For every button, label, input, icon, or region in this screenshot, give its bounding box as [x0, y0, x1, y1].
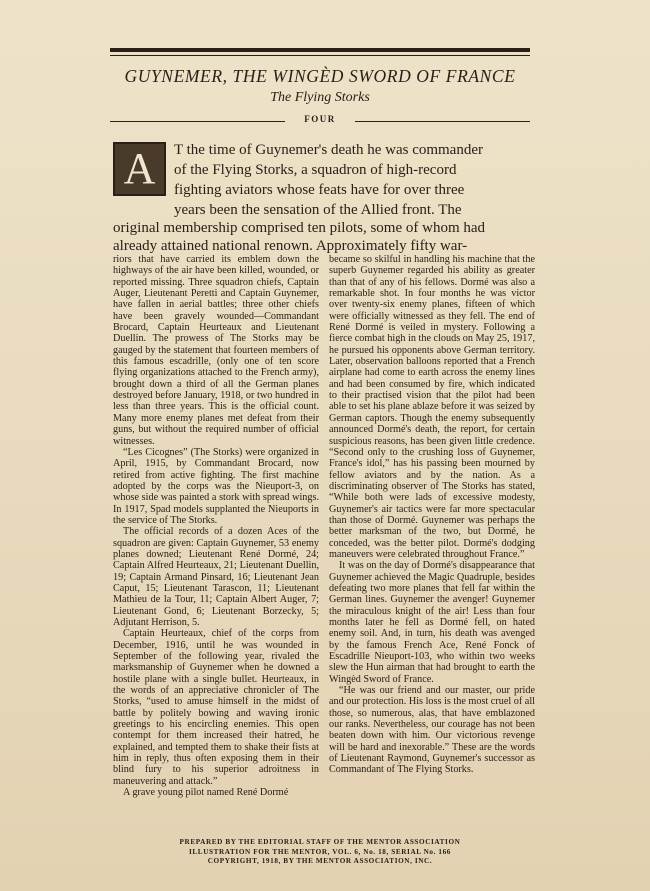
footer-line: PREPARED BY THE EDITORIAL STAFF OF THE MENTOR ASSOCIATION: [179, 838, 461, 846]
intro-line: already attained national renown. Approximately fifty war-: [113, 238, 468, 254]
paragraph: became so skilful in handling his machine that the superb Guynemer regarded his ability as greater than that of any of his fellows. Dormé was also a remarkable shot. In four months he was victor over twenty-six enemy planes, fifteen of which were officially witnessed as they fell. The end of René Dormé is veiled in mystery. Following a fierce combat high in the clouds on May 25, 1917, he pursued his opponents above German territory. Later, observation balloons reported that a French airplane had come to earth across the enemy lines and had been consumed by fire, which indicated to their practised vision that the pilot had been able to set his plane ablaze before it was seized by German captors. Though the enemy subsequently announced Dormé's death, the report, for certain suspicious reasons, has been given little credence. “Second only to the crushing loss of Guynemer, France's idol,” has his passing been mourned by fellow aviators and by the nation. As a discriminating observer of The Storks has stated, “While both were lads of excessive modesty, Guynemer's air tactics were far more spectacular than those of Dormé. Guynemer was perhaps the better marksman of the two, but Dormé, he conceded, was the better pilot. Dormé's dodging maneuvers were celebrated throughout France.”: [329, 254, 535, 560]
top-rule-thin: [110, 55, 530, 56]
intro-line: fighting aviators whose feats have for over three: [174, 182, 465, 198]
top-rule-thick: [110, 48, 530, 52]
paragraph: Captain Heurteaux, chief of the corps from December, 1916, until he was wounded in September of the following year, rivaled the marksmanship of Guynemer when he downed a hostile plane with a single bullet. Heurteaux, in the words of an appreciative chronicler of The Storks, “used to amuse himself in the midst of battle by politely bowing and waving ironic greetings to his encircling enemies. This open contempt for them increased their hatred, he explained, and tempted them to shake their fists at him in reply, thus often exposing them in their blind fury to his superior adroitness in maneuvering and attack.”: [113, 628, 319, 787]
paragraph: “Les Cicognes” (The Storks) were organized in April, 1915, by Commandant Brocard, now retired from active fighting. The first machine adopted by the corps was the Nieuport-3, on whose side was painted a stork with spread wings. In 1917, Spad models supplanted the Nieuports in the service of The Storks.: [113, 446, 319, 526]
footer-line: ILLUSTRATION FOR THE MENTOR, VOL. 6, No. 18, SERIAL No. 166: [189, 847, 451, 856]
paragraph: The official records of a dozen Aces of the squadron are given: Captain Guynemer, 53 enemy planes downed; Lieutenant René Dormé, 24; Captain Alfred Heurteaux, 21; Lieutenant Duellin, 19; Captain Armand Pinsard, 16; Lieutenant Jean Caput, 15; Lieutenant Tarascon, 11; Lieutenant Mathieu de la Tour, 11; Captain Albert Auger, 7; Lieutenant Gond, 6; Lieutenant Borzecky, 5; Adjutant Herrison, 5.: [113, 526, 319, 628]
intro-line: of the Flying Storks, a squadron of high-record: [174, 162, 457, 178]
intro-line: T the time of Guynemer's death he was commander: [174, 142, 483, 158]
paragraph: A grave young pilot named René Dormé: [123, 787, 289, 799]
footer-credits: [110, 838, 530, 867]
drop-cap-letter: A: [123, 144, 156, 193]
paragraph: It was on the day of Dormé's disappearance that Guynemer achieved the Magic Quadruple, besides defeating two more planes that fell far within the German lines. Guynemer the avenger! Guynemer the miraculous knight of the air! Less than four months later he fell as Dormé fell, on hated enemy soil. And, in turn, his death was avenged by the famous French Ace, René Fonck of Escadrille Nieuport-103, who within two weeks slew the Hun airman that had brought to earth the Wingèd Sword of France.: [329, 560, 535, 685]
section-number-row: [110, 114, 530, 128]
intro-line: original membership comprised ten pilots, some of whom had: [113, 220, 486, 236]
article-title: GUYNEMER, THE WINGÈD SWORD OF FRANCE: [124, 66, 516, 86]
section-number: FOUR: [304, 114, 336, 124]
footer-line: COPYRIGHT, 1918, BY THE MENTOR ASSOCIATION, INC.: [207, 857, 433, 865]
section-rule-right: [355, 121, 530, 122]
article-subtitle: The Flying Storks: [270, 90, 370, 105]
right-column: [329, 254, 535, 776]
left-column: [113, 254, 319, 799]
paragraph: riors that have carried its emblem down the highways of the air have been killed, wounded, or reported missing. Three squadron chiefs, Captain Auger, Lieutenant Peretti and Captain Guynemer, have fallen in aerial battles; three other chiefs have been gravely wounded—Commandant Brocard, Captain Heurteaux and Lieutenant Duellin. The prowess of The Storks may be gauged by the statement that fourteen members of this famous escadrille, (only one of ten score flying organizations attached to the French army), brought down a third of all the German planes destroyed before January, 1918, or two hundred in less than three years. This is the official count. Many more enemy planes met defeat from their guns, but without the required number of official witnesses.: [113, 254, 319, 447]
intro-line: years been the sensation of the Allied front. The: [174, 202, 462, 218]
drop-cap: [113, 142, 166, 196]
paragraph: “He was our friend and our master, our pride and our protection. His loss is the most cruel of all those, so numerous, alas, that have emblazoned our ranks. Nevertheless, our courage has not been beaten down with him. Our victorious revenge will be hard and inexorable.” These are the words of Lieutenant Raymond, Guynemer's successor as Commandant of The Flying Storks.: [329, 685, 535, 776]
